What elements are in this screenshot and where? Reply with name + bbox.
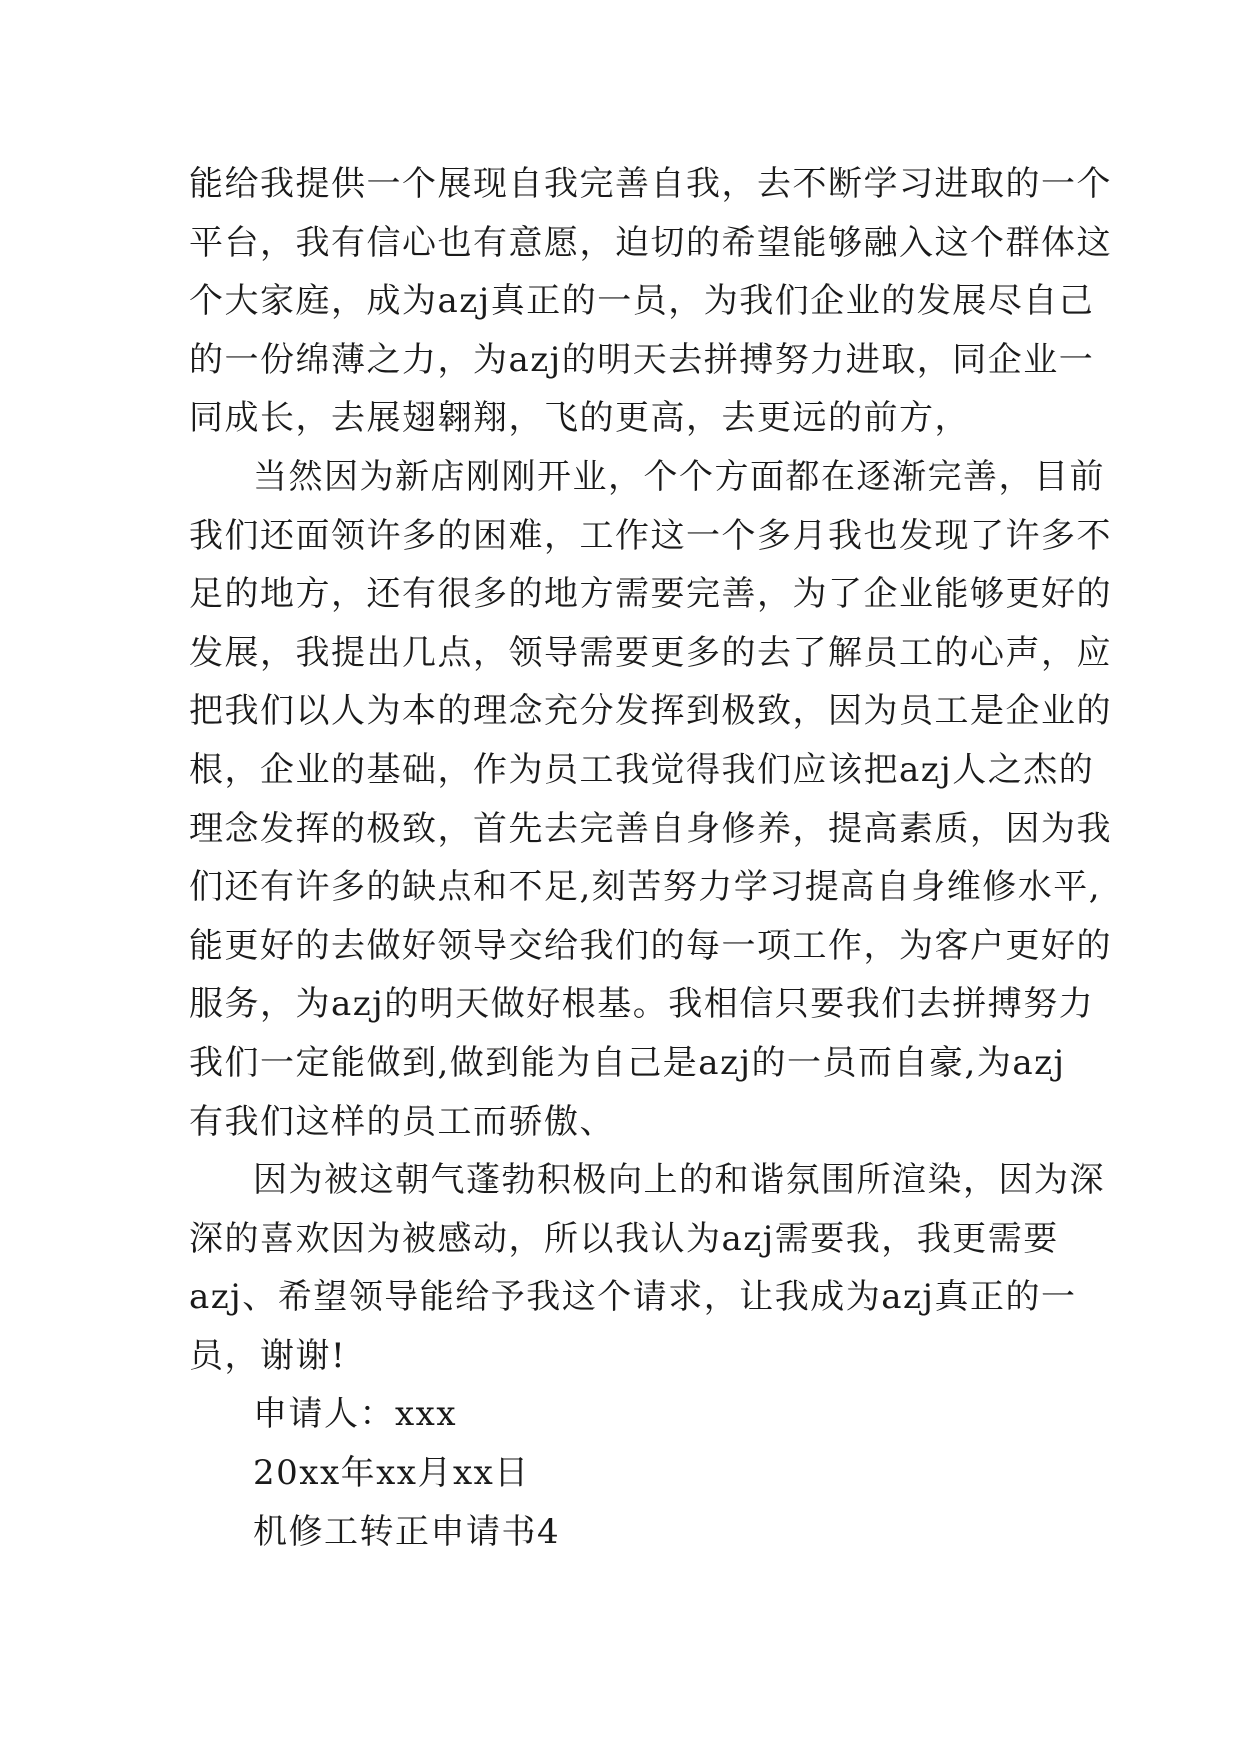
text-line: 们还有许多的缺点和不足,刻苦努力学习提高自身维修水平, (189, 867, 1102, 908)
text-line: 我们一定能做到,做到能为自己是azj的一员而自豪,为azj (189, 1042, 1066, 1083)
document-body (189, 155, 1112, 1561)
paragraph-1 (189, 155, 1112, 448)
next-section-title: 机修工转正申请书4 (253, 1511, 561, 1552)
text-line: 能更好的去做好领导交给我们的每一项工作，为客户更好的 (189, 925, 1112, 966)
paragraph-3 (189, 1151, 1105, 1385)
text-line: 发展，我提出几点，领导需要更多的去了解员工的心声，应 (189, 632, 1112, 673)
text-line: 我们还面领许多的困难，工作这一个多月我也发现了许多不 (189, 515, 1112, 556)
text-line: 当然因为新店刚刚开业，个个方面都在逐渐完善，目前 (253, 456, 1105, 497)
text-line: azj、希望领导能给予我这个请求，让我成为azj真正的一 (189, 1277, 1077, 1318)
paragraph-2 (189, 448, 1112, 1151)
text-line: 员，谢谢! (189, 1335, 347, 1376)
text-line: 能给我提供一个展现自我完善自我，去不断学习进取的一个 (189, 164, 1112, 204)
text-line: 同成长，去展翅翱翔，飞的更高，去更远的前方， (189, 398, 970, 439)
text-line: 的一份绵薄之力，为azj的明天去拼搏努力进取，同企业一 (189, 339, 1095, 380)
text-line: 足的地方，还有很多的地方需要完善，为了企业能够更好的 (189, 574, 1112, 615)
text-line: 理念发挥的极致，首先去完善自身修养，提高素质，因为我 (189, 808, 1112, 849)
signature: 申请人：xxx (253, 1394, 458, 1435)
text-line: 有我们这样的员工而骄傲、 (189, 1101, 615, 1142)
text-line: 服务，为azj的明天做好根基。我相信只要我们去拼搏努力 (189, 984, 1095, 1025)
text-line: 平台，我有信心也有意愿，迫切的希望能够融入这个群体这 (189, 222, 1112, 263)
text-line: 把我们以人为本的理念充分发挥到极致，因为员工是企业的 (189, 691, 1112, 732)
text-line: 因为被这朝气蓬勃积极向上的和谐氛围所渲染，因为深 (253, 1160, 1105, 1201)
text-line: 深的喜欢因为被感动，所以我认为azj需要我，我更需要 (189, 1218, 1059, 1259)
date: 20xx年xx月xx日 (253, 1453, 530, 1494)
text-line: 个大家庭，成为azj真正的一员，为我们企业的发展尽自己 (189, 281, 1095, 322)
text-line: 根，企业的基础，作为员工我觉得我们应该把azj人之杰的 (189, 749, 1095, 790)
